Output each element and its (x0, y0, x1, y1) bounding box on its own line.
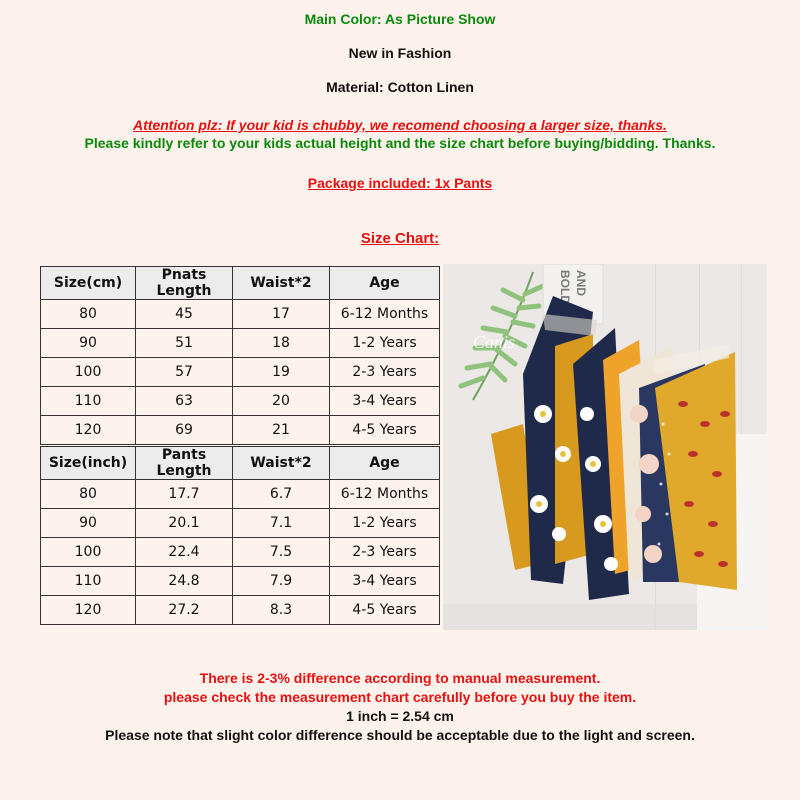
table-cell: 27.2 (136, 596, 233, 625)
table-cell: 63 (136, 387, 233, 416)
column-header: Waist*2 (233, 267, 330, 300)
column-header: Pants Length (136, 447, 233, 480)
table-cell: 22.4 (136, 538, 233, 567)
table-cell: 21 (233, 416, 330, 445)
box-text-and: AND (574, 270, 588, 296)
table-row (41, 358, 440, 387)
column-header: Waist*2 (233, 447, 330, 480)
table-cell: 90 (41, 329, 136, 358)
box-text-bold: BOLD (558, 270, 572, 304)
table-cell: 4-5 Years (330, 596, 440, 625)
table-cell: 80 (41, 480, 136, 509)
size-chart-title: Size Chart: (360, 230, 440, 247)
column-header: Age (330, 447, 440, 480)
table-cell: 6-12 Months (330, 300, 440, 329)
table-cell: 1-2 Years (330, 329, 440, 358)
table-row (41, 416, 440, 445)
table-cell: 45 (136, 300, 233, 329)
size-table-inch (40, 446, 440, 625)
table-header-row (41, 267, 440, 300)
table-cell: 57 (136, 358, 233, 387)
fashion-text: New in Fashion (348, 45, 452, 61)
column-header: Pnats Length (136, 267, 233, 300)
table-cell: 17 (233, 300, 330, 329)
column-header: Size(cm) (41, 267, 136, 300)
product-photo (443, 264, 767, 630)
table-row (41, 480, 440, 509)
table-cell: 6.7 (233, 480, 330, 509)
table-row (41, 509, 440, 538)
check-note: please check the measurement chart carefully before you buy the item. (163, 689, 637, 705)
table-cell: 100 (41, 538, 136, 567)
table-cell: 7.1 (233, 509, 330, 538)
size-advice-text: Please kindly refer to your kids actual height and the size chart before buying/bidding. Thanks. (84, 135, 716, 151)
color-note: Please note that slight color difference should be acceptable due to the light and screen. (105, 727, 695, 743)
table-cell: 20 (233, 387, 330, 416)
table-cell: 2-3 Years (330, 358, 440, 387)
table-cell: 19 (233, 358, 330, 387)
table-cell: 69 (136, 416, 233, 445)
table-row (41, 387, 440, 416)
table-cell: 90 (41, 509, 136, 538)
table-cell: 18 (233, 329, 330, 358)
table-cell: 6-12 Months (330, 480, 440, 509)
material-text: Material: Cotton Linen (326, 79, 474, 95)
table-cell: 100 (41, 358, 136, 387)
package-text: Package included: 1x Pants (307, 175, 493, 191)
table-cell: 24.8 (136, 567, 233, 596)
table-row (41, 538, 440, 567)
table-cell: 7.9 (233, 567, 330, 596)
table-cell: 20.1 (136, 509, 233, 538)
table-cell: 1-2 Years (330, 509, 440, 538)
table-cell: 8.3 (233, 596, 330, 625)
attention-text: Attention plz: If your kid is chubby, we recomend choosing a larger size, thanks. (133, 117, 667, 133)
difference-note: There is 2-3% difference according to manual measurement. (199, 670, 601, 686)
table-cell: 7.5 (233, 538, 330, 567)
table-cell: 120 (41, 596, 136, 625)
inch-conversion: 1 inch = 2.54 cm (346, 708, 454, 724)
table-cell: 17.7 (136, 480, 233, 509)
main-color-text: Main Color: As Picture Show (304, 11, 496, 27)
table-cell: 3-4 Years (330, 567, 440, 596)
table-cell: 110 (41, 567, 136, 596)
table-row (41, 567, 440, 596)
column-header: Size(inch) (41, 447, 136, 480)
table-row (41, 596, 440, 625)
table-cell: 51 (136, 329, 233, 358)
table-cell: 2-3 Years (330, 538, 440, 567)
table-cell: 3-4 Years (330, 387, 440, 416)
column-header: Age (330, 267, 440, 300)
table-row (41, 300, 440, 329)
size-table-cm (40, 266, 440, 445)
table-cell: 110 (41, 387, 136, 416)
watermark-text: Canis (473, 332, 516, 352)
table-cell: 120 (41, 416, 136, 445)
table-header-row (41, 447, 440, 480)
table-cell: 4-5 Years (330, 416, 440, 445)
table-row (41, 329, 440, 358)
table-cell: 80 (41, 300, 136, 329)
